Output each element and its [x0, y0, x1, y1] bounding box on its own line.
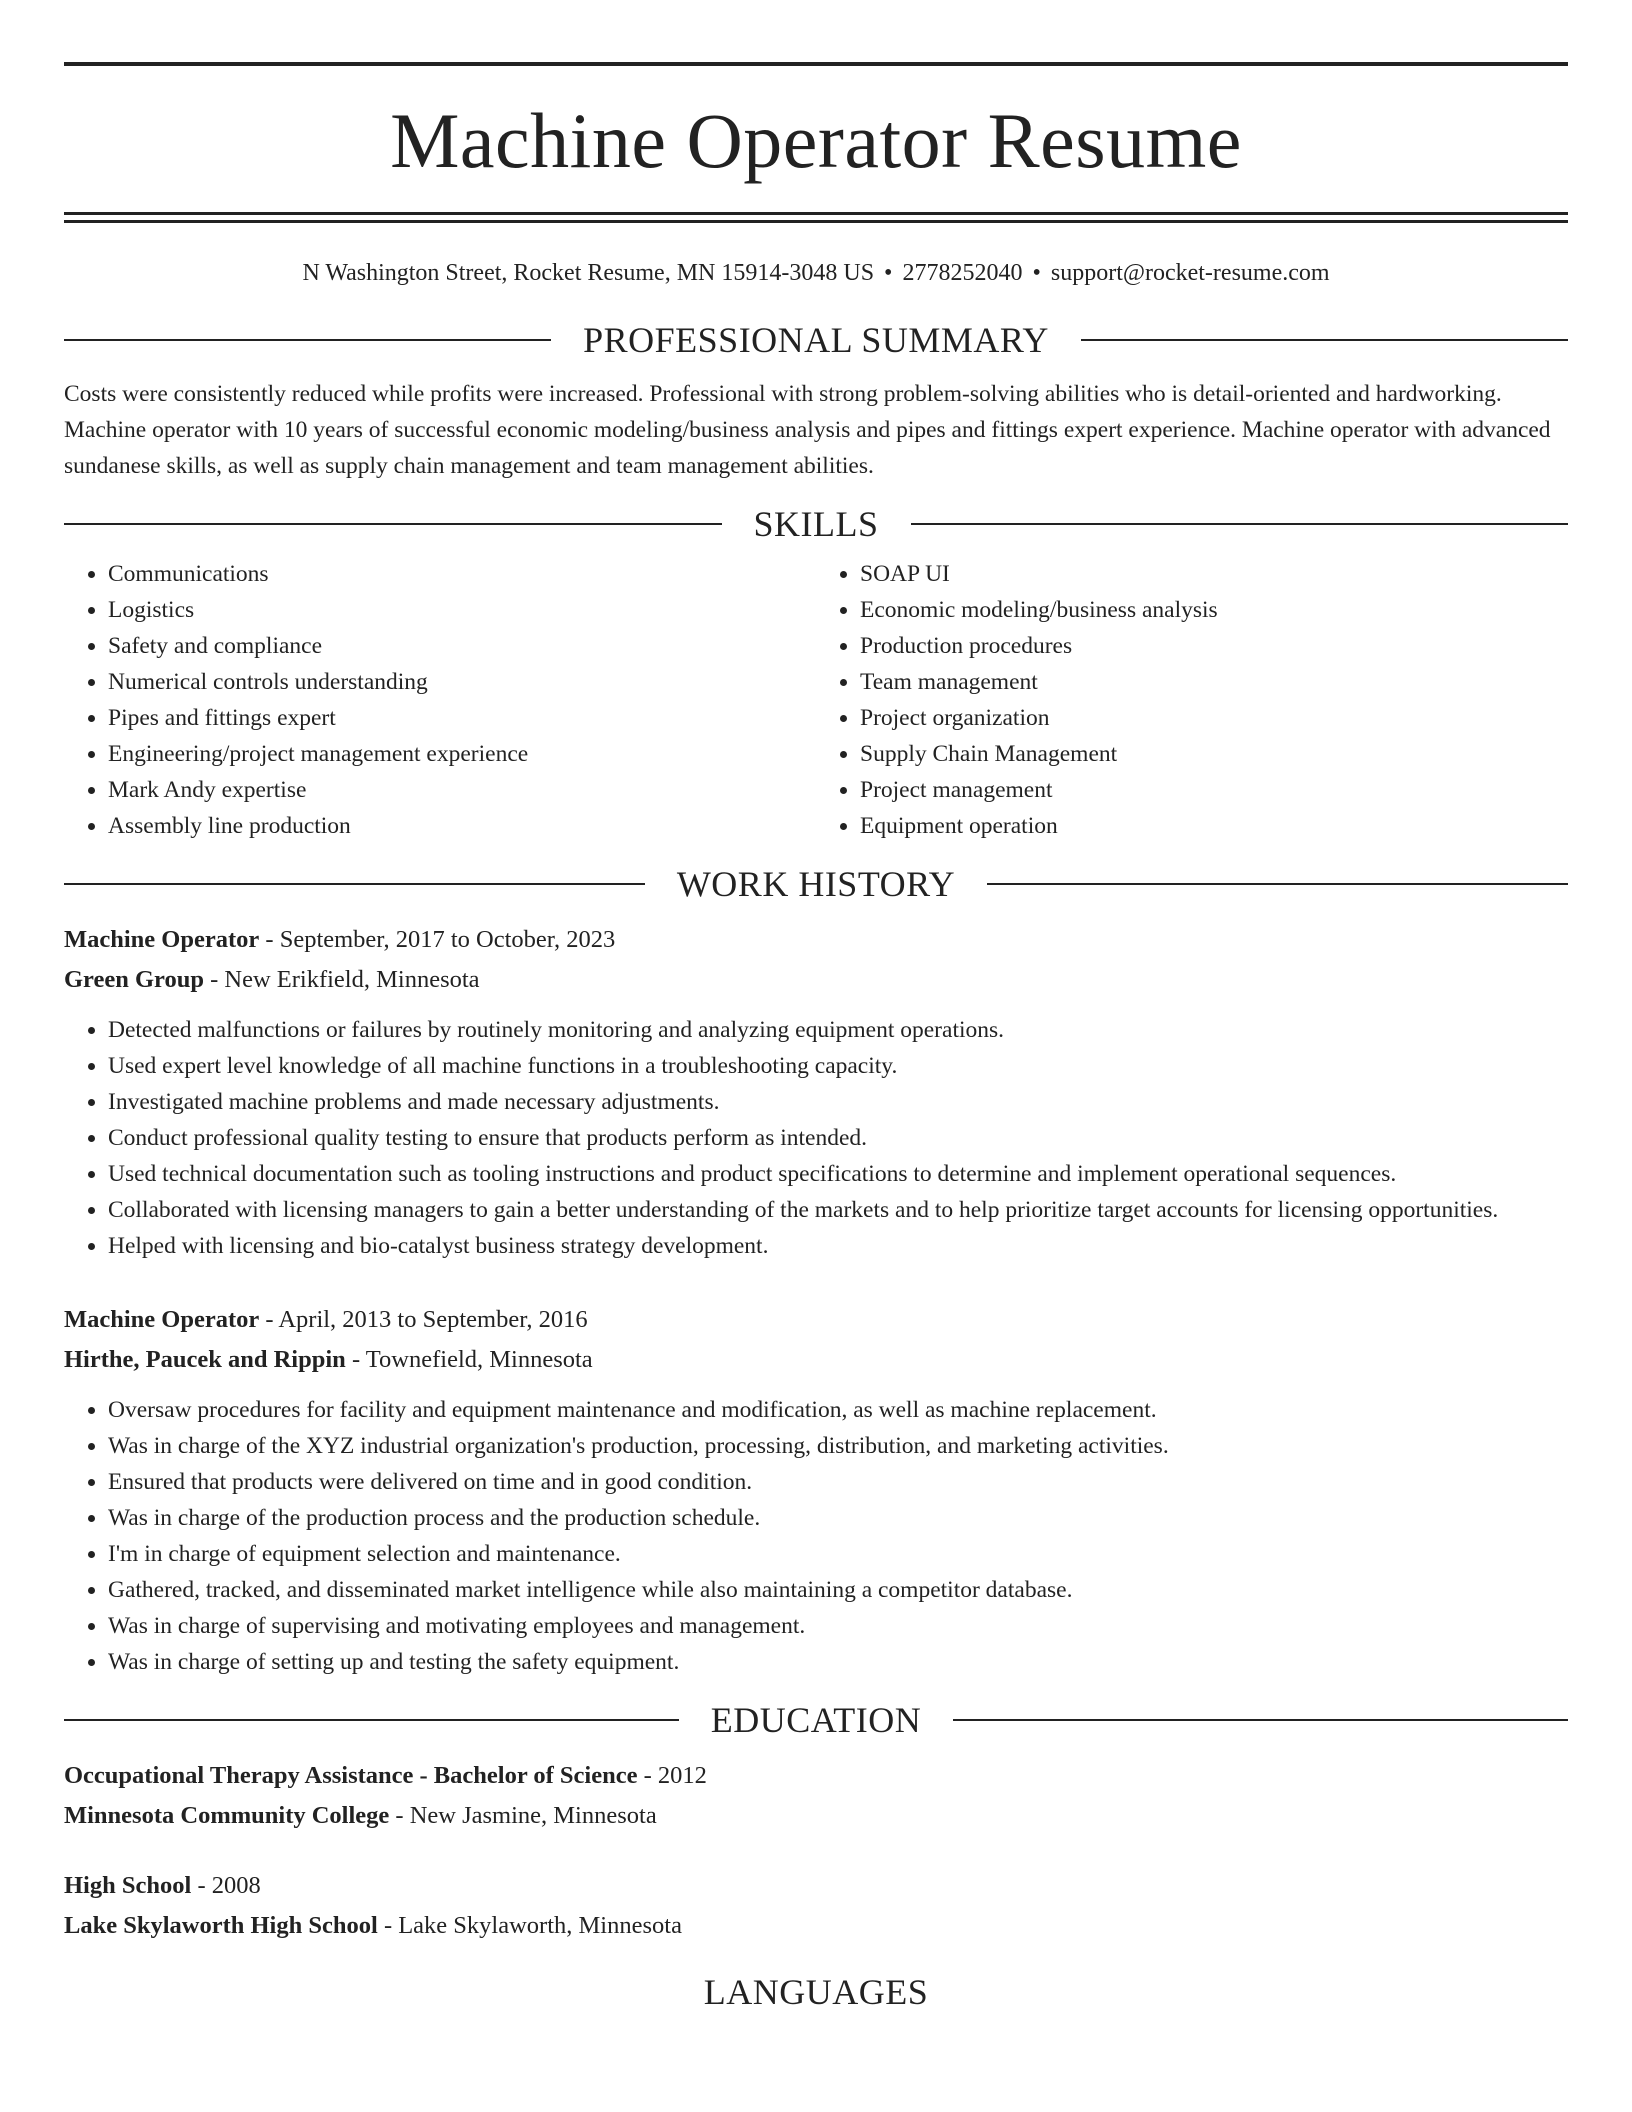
school-line	[64, 1906, 1568, 1946]
skill-item: • Equipment operation	[860, 808, 1568, 844]
skill-item: • Supply Chain Management	[860, 736, 1568, 772]
degree: Occupational Therapy Assistance - Bachelor of Science	[64, 1761, 638, 1789]
job-bullet: • Was in charge of setting up and testing the safety equipment.	[108, 1644, 1568, 1680]
skill-item: • Safety and compliance	[108, 628, 816, 664]
section-heading-skills	[64, 503, 1568, 544]
degree-line	[64, 1866, 1568, 1906]
job-bullet: • Was in charge of the XYZ industrial organization's production, processing, distribution, and marketing activities.	[108, 1428, 1568, 1464]
section-heading-languages	[64, 1971, 1568, 2012]
job-bullet: • I'm in charge of equipment selection and maintenance.	[108, 1536, 1568, 1572]
skill-item: • Mark Andy expertise	[108, 772, 816, 808]
skill-item: • Economic modeling/business analysis	[860, 592, 1568, 628]
job-title-line	[64, 1300, 1568, 1340]
contact-separator: •	[884, 260, 893, 286]
contact-phone: 2778252040	[902, 260, 1023, 286]
skill-item: • Project management	[860, 772, 1568, 808]
degree-year: - 2012	[637, 1761, 707, 1789]
section-heading-label: LANGUAGES	[703, 1971, 929, 2012]
job-title-line	[64, 920, 1568, 960]
job-bullet: • Collaborated with licensing managers to gain a better understanding of the markets and to help prioritize target accounts for licensing opportunities.	[108, 1192, 1568, 1228]
divider	[64, 523, 722, 525]
section-heading-label: EDUCATION	[710, 1699, 922, 1740]
degree-year: - 2008	[191, 1871, 261, 1899]
job-company: Green Group	[64, 965, 204, 993]
job-bullet: • Investigated machine problems and made necessary adjustments.	[108, 1084, 1568, 1120]
section-heading-summary	[64, 319, 1568, 360]
skill-item: • Engineering/project management experience	[108, 736, 816, 772]
section-heading-label: SKILLS	[753, 503, 879, 544]
job-bullet: • Was in charge of the production process and the production schedule.	[108, 1500, 1568, 1536]
section-heading-label: PROFESSIONAL SUMMARY	[583, 319, 1049, 360]
contact-email: support@rocket-resume.com	[1050, 260, 1330, 286]
job-bullet: • Was in charge of supervising and motivating employees and management.	[108, 1608, 1568, 1644]
job-title: Machine Operator	[64, 925, 260, 953]
divider	[911, 523, 1569, 525]
job-bullet: • Gathered, tracked, and disseminated market intelligence while also maintaining a competitor database.	[108, 1572, 1568, 1608]
section-heading-work-history	[64, 863, 1568, 904]
skill-item: • Communications	[108, 556, 816, 592]
school-location: - New Jasmine, Minnesota	[389, 1801, 657, 1829]
skills-column-right	[816, 556, 1568, 844]
top-rule	[64, 62, 1568, 66]
page-title: Machine Operator Resume	[390, 97, 1242, 184]
job-entry	[64, 920, 1568, 1264]
divider	[64, 883, 645, 885]
school-name: Minnesota Community College	[64, 1801, 390, 1829]
skill-item: • Logistics	[108, 592, 816, 628]
job-bullet: • Used technical documentation such as tooling instructions and product specifications to determine and implement operational sequences.	[108, 1156, 1568, 1192]
job-title: Machine Operator	[64, 1305, 260, 1333]
skills-list	[64, 556, 1568, 844]
job-bullet: • Conduct professional quality testing to ensure that products perform as intended.	[108, 1120, 1568, 1156]
job-dates: - April, 2013 to September, 2016	[259, 1305, 588, 1333]
job-bullets	[64, 1392, 1568, 1680]
summary-text: Costs were consistently reduced while profits were increased. Professional with strong problem-solving abilities who is detail-oriented and hardworking. Machine operator with 10 years of successful economic modeling/business analysis and pipes and fittings expert experience. Machine operator with advanced sundanese skills, as well as supply chain management and team management abilities.	[64, 380, 1551, 479]
divider	[953, 1719, 1568, 1721]
skill-item: • Numerical controls understanding	[108, 664, 816, 700]
job-location: - New Erikfield, Minnesota	[203, 965, 480, 993]
job-entry	[64, 1300, 1568, 1680]
education-entry	[64, 1866, 1568, 1946]
school-location: - Lake Skylaworth, Minnesota	[377, 1911, 682, 1939]
skill-item: • Project organization	[860, 700, 1568, 736]
title-double-rule	[64, 212, 1568, 223]
skill-item: • Team management	[860, 664, 1568, 700]
job-company-line	[64, 1340, 1568, 1380]
education-entry	[64, 1756, 1568, 1836]
contact-line	[64, 259, 1568, 288]
job-dates: - September, 2017 to October, 2023	[259, 925, 616, 953]
section-heading-education	[64, 1699, 1568, 1740]
skills-column-left	[64, 556, 816, 844]
school-line	[64, 1796, 1568, 1836]
divider	[987, 883, 1568, 885]
skill-item: • Assembly line production	[108, 808, 816, 844]
degree-line	[64, 1756, 1568, 1796]
divider	[64, 339, 551, 341]
job-company-line	[64, 960, 1568, 1000]
skill-item: • SOAP UI	[860, 556, 1568, 592]
school-name: Lake Skylaworth High School	[64, 1911, 378, 1939]
job-bullet: • Detected malfunctions or failures by routinely monitoring and analyzing equipment operations.	[108, 1012, 1568, 1048]
divider	[64, 1719, 679, 1721]
job-bullet: • Ensured that products were delivered on time and in good condition.	[108, 1464, 1568, 1500]
skill-item: • Production procedures	[860, 628, 1568, 664]
job-bullet: • Oversaw procedures for facility and equipment maintenance and modification, as well as machine replacement.	[108, 1392, 1568, 1428]
contact-address: N Washington Street, Rocket Resume, MN 15914-3048 US	[302, 260, 875, 286]
job-location: - Townefield, Minnesota	[345, 1345, 593, 1373]
job-company: Hirthe, Paucek and Rippin	[64, 1345, 346, 1373]
divider	[1081, 339, 1568, 341]
section-heading-label: WORK HISTORY	[676, 863, 956, 904]
degree: High School	[64, 1871, 192, 1899]
contact-separator: •	[1032, 260, 1041, 286]
job-bullets	[64, 1012, 1568, 1264]
skill-item: • Pipes and fittings expert	[108, 700, 816, 736]
job-bullet: • Helped with licensing and bio-catalyst business strategy development.	[108, 1228, 1568, 1264]
job-bullet: • Used expert level knowledge of all machine functions in a troubleshooting capacity.	[108, 1048, 1568, 1084]
